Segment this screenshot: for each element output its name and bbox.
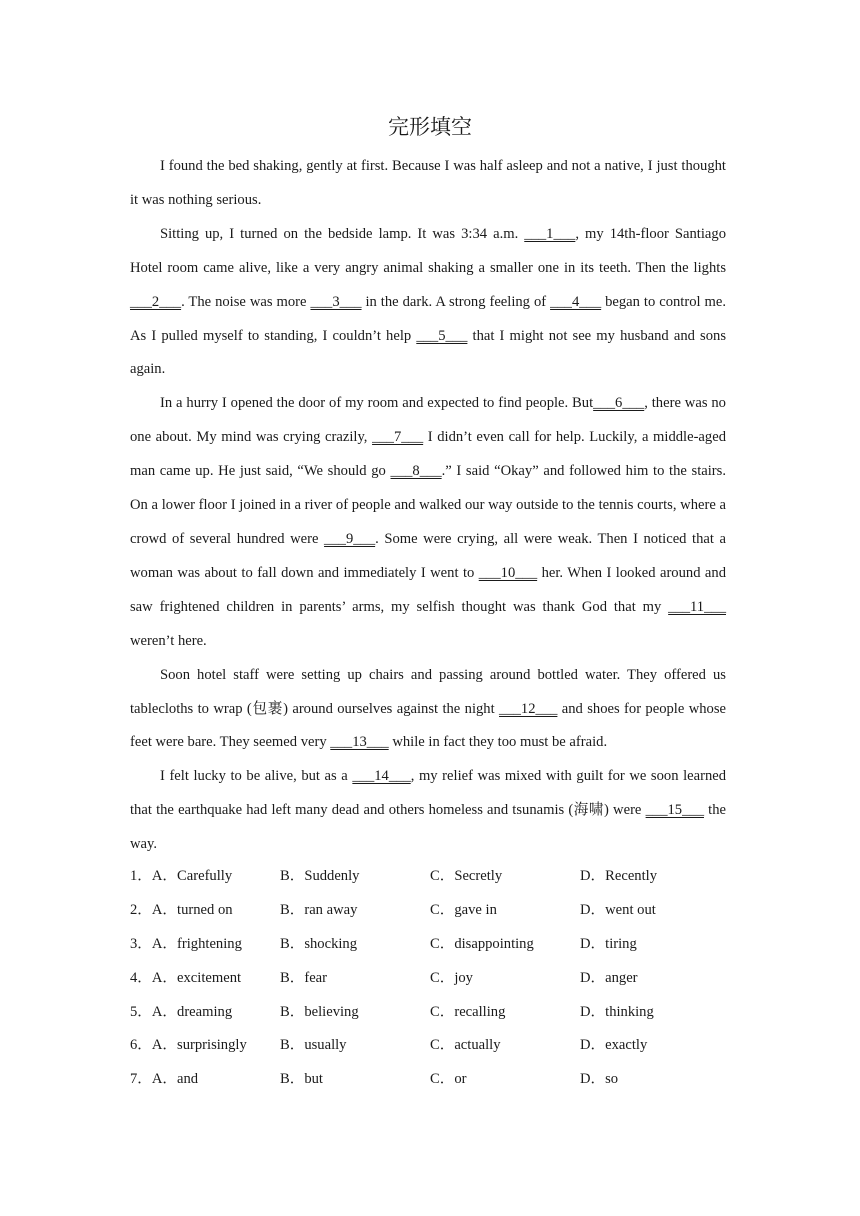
option-1-a: 1．A．Carefully bbox=[130, 868, 233, 884]
option-3-a: 3．A．frightening bbox=[130, 935, 242, 952]
passage-text: her. When I looked around and saw frightened children in parents’ arms, my selfish thought was thank God that my bbox=[130, 564, 726, 615]
option-7-a: 7．A．and bbox=[130, 1071, 199, 1088]
option-2-d: D．went out bbox=[580, 901, 656, 918]
passage-text: I found the bed shaking, gently at first. Because I was half asleep and not a native, I just thought it was nothing serious. bbox=[130, 158, 726, 208]
option-3-b: B．shocking bbox=[280, 935, 358, 952]
blank-5: ___5___ bbox=[416, 327, 468, 344]
option-1-c: C．Secretly bbox=[430, 868, 503, 884]
page-title: 完形填空 bbox=[388, 115, 472, 139]
option-7-b: B．but bbox=[280, 1071, 323, 1088]
option-row-7 bbox=[130, 1063, 730, 1097]
passage-text: while in fact they too must be afraid. bbox=[388, 734, 608, 751]
blank-8: ___8___ bbox=[390, 463, 442, 480]
passage-text: weren’t here. bbox=[130, 632, 207, 649]
passage-text: , my relief was mixed with guilt for we soon learned that the earthquake had left many dead and others homeless and tsunamis (海啸) were bbox=[130, 768, 727, 819]
option-row-3 bbox=[130, 928, 730, 962]
option-3-c: C．disappointing bbox=[430, 935, 534, 952]
option-3-d: D．tiring bbox=[580, 935, 637, 952]
option-6-b: B．usually bbox=[280, 1037, 347, 1054]
option-row-5 bbox=[130, 996, 730, 1030]
blank-2: ___2___ bbox=[130, 293, 182, 310]
passage-text: that I might not see my husband and sons again. bbox=[130, 327, 727, 378]
passage-text: , my 14th-floor Santiago Hotel room came alive, like a very angry animal shaking a smaller one in its teeth. Then the lights bbox=[130, 225, 726, 276]
option-4-b: B．fear bbox=[280, 969, 328, 986]
blank-1: ___1___ bbox=[524, 225, 576, 242]
option-6-c: C．actually bbox=[430, 1037, 501, 1054]
passage-text: Sitting up, I turned on the bedside lamp. It was 3:34 a.m. bbox=[160, 225, 525, 242]
option-row-6 bbox=[130, 1029, 730, 1063]
option-2-c: C．gave in bbox=[430, 901, 497, 918]
blank-6: ___6___ bbox=[593, 395, 645, 412]
passage-text: the way. bbox=[130, 802, 726, 853]
option-7-d: D．so bbox=[580, 1071, 619, 1088]
option-row-1 bbox=[130, 860, 730, 894]
blank-14: ___14___ bbox=[352, 768, 411, 785]
option-4-c: C．joy bbox=[430, 969, 473, 986]
option-1-b: B．Suddenly bbox=[280, 868, 360, 884]
passage-text: and shoes for people whose feet were bare. They seemed very bbox=[130, 700, 726, 751]
passage-text: .” I said “Okay” and followed him to the stairs. On a lower floor I joined in a river of people and walked our way outside to the tennis courts, where a crowd of several hundred were bbox=[130, 463, 726, 547]
blank-13: ___13___ bbox=[330, 734, 389, 751]
passage-paragraph bbox=[130, 659, 726, 761]
passage-text: , there was no one about. My mind was crying crazily, bbox=[130, 395, 726, 446]
option-2-b: B．ran away bbox=[280, 901, 358, 918]
passage-paragraph bbox=[130, 150, 726, 218]
option-5-a: 5．A．dreaming bbox=[130, 1003, 233, 1020]
passage-text: I didn’t even call for help. Luckily, a middle-aged man came up. He just said, “We should go bbox=[130, 429, 726, 480]
cloze-passage bbox=[130, 150, 726, 862]
blank-4: ___4___ bbox=[550, 293, 602, 310]
answer-options bbox=[130, 860, 730, 1097]
passage-text: Soon hotel staff were setting up chairs and passing around bottled water. They offered us tablecloths to wrap (包裹) around ourselves against the night bbox=[130, 666, 726, 717]
option-6-a: 6．A．surprisingly bbox=[130, 1037, 247, 1054]
passage-paragraph bbox=[130, 218, 726, 388]
passage-paragraph bbox=[130, 387, 726, 658]
option-5-d: D．thinking bbox=[580, 1003, 654, 1020]
passage-text: In a hurry I opened the door of my room and expected to find people. But bbox=[160, 395, 594, 412]
passage-text: . The noise was more bbox=[181, 293, 311, 310]
blank-10: ___10___ bbox=[478, 564, 538, 581]
option-row-4 bbox=[130, 962, 730, 996]
blank-11: ___11___ bbox=[668, 598, 726, 615]
passage-text: . Some were crying, all were weak. Then I noticed that a woman was about to fall down and immediately I went to bbox=[130, 530, 726, 581]
option-4-d: D．anger bbox=[580, 969, 638, 986]
option-row-2 bbox=[130, 894, 730, 928]
option-7-c: C．or bbox=[430, 1071, 467, 1088]
passage-text: in the dark. A strong feeling of bbox=[361, 293, 551, 310]
option-2-a: 2．A．turned on bbox=[130, 901, 233, 918]
option-1-d: D．Recently bbox=[580, 868, 658, 884]
blank-12: ___12___ bbox=[499, 700, 558, 717]
blank-15: ___15___ bbox=[645, 802, 704, 819]
option-5-b: B．believing bbox=[280, 1003, 359, 1020]
blank-3: ___3___ bbox=[310, 293, 362, 310]
option-5-c: C．recalling bbox=[430, 1003, 506, 1020]
blank-9: ___9___ bbox=[324, 530, 376, 547]
passage-paragraph bbox=[130, 760, 726, 862]
option-6-d: D．exactly bbox=[580, 1037, 648, 1054]
option-4-a: 4．A．excitement bbox=[130, 969, 242, 986]
passage-text: I felt lucky to be alive, but as a bbox=[160, 768, 353, 785]
passage-text: began to control me. As I pulled myself to standing, I couldn’t help bbox=[130, 293, 726, 344]
blank-7: ___7___ bbox=[372, 429, 424, 446]
